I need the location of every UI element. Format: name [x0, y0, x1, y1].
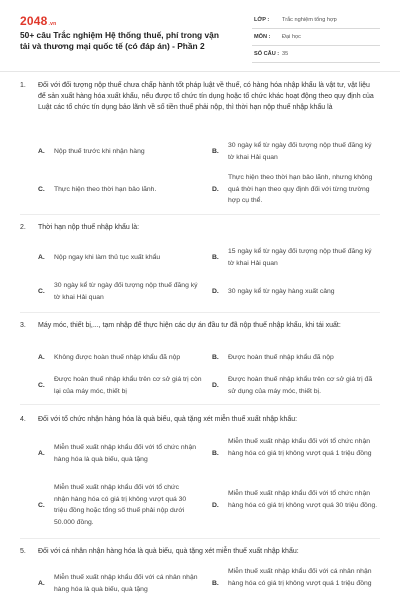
meta-class-row [252, 12, 380, 29]
option-letter: D. [212, 382, 219, 389]
option-letter: B. [212, 354, 219, 361]
option-letter: D. [212, 502, 219, 509]
meta-count-label: SỐ CÂU : [254, 51, 280, 57]
option-letter: C. [38, 502, 45, 509]
option-text: Được hoàn thuế nhập khẩu trên cơ sở giá trị còn lại của máy móc, thiết bị [54, 376, 202, 395]
header-divider [0, 71, 400, 72]
question-number: 3. [20, 322, 26, 329]
option-letter: A. [38, 580, 45, 587]
option-letter: C. [38, 186, 45, 193]
option-text: 15 ngày kể từ ngày đối tượng nộp thuế đăng ký tờ khai Hải quan [228, 248, 372, 267]
option-text: 30 ngày kể từ ngày hàng xuất cảng [228, 288, 335, 295]
option-text: 30 ngày kể từ ngày đối tượng nộp thuế đăng ký tờ khai Hải quan [228, 142, 372, 161]
option-text: Miễn thuế xuất nhập khẩu đối với tổ chức nhận hàng hóa có giá trị không vượt quá 1 triệu đồng [228, 438, 372, 457]
question-text: Đối với tổ chức nhận hàng hóa là quà biếu, quà tặng xét miễn thuế xuất nhập khẩu: [38, 416, 298, 423]
option-letter: B. [212, 580, 219, 587]
meta-class-label: LỚP : [254, 17, 270, 23]
meta-subject-row [252, 29, 380, 46]
option-letter: B. [212, 254, 219, 261]
question-text: Đối với đối tượng nộp thuế chưa chấp hành tốt pháp luật về thuế, có hàng hóa nhập khẩu là vật tư, vật liệu để sản xuất hàng hóa xuất khẩu, nếu được tổ chức tín dụng hoặc tổ chức khác hoạt động theo quy định của Luật các tổ chức tín dụng bảo lãnh về số tiền thuế phải nộp, thì thời hạn nộp thuế nhập khẩu là [38, 82, 374, 112]
question-divider [20, 312, 380, 313]
question-divider [20, 538, 380, 539]
option-letter: D. [212, 186, 219, 193]
option-text: Miễn thuế xuất nhập khẩu đối với cá nhân nhận hàng hóa là quà biếu, quà tặng [54, 574, 198, 593]
option-text: Được hoàn thuế nhập khẩu đã nộp [228, 354, 334, 361]
option-text: Miễn thuế xuất nhập khẩu đối với cá nhân nhận hàng hóa có giá trị không vượt quá 1 triệu đồng [228, 568, 372, 587]
question-number: 1. [20, 82, 26, 89]
site-logo[interactable] [20, 14, 56, 28]
meta-count-row [252, 46, 380, 63]
question-divider [20, 214, 380, 215]
option-text: 30 ngày kể từ ngày đối tượng nộp thuế đăng ký tờ khai Hải quan [54, 282, 198, 301]
option-letter: A. [38, 354, 45, 361]
option-letter: C. [38, 288, 45, 295]
option-letter: A. [38, 148, 45, 155]
option-letter: A. [38, 450, 45, 457]
worksheet-header [0, 0, 400, 72]
option-letter: D. [212, 288, 219, 295]
logo-suffix: .vn [48, 21, 57, 27]
option-text: Nộp ngay khi làm thủ tục xuất khẩu [54, 254, 161, 261]
meta-subject-value: Đại học [282, 34, 301, 40]
question-number: 4. [20, 416, 26, 423]
question-number: 2. [20, 224, 26, 231]
option-text: Thực hiện theo thời hạn bảo lãnh. [54, 186, 157, 193]
option-letter: B. [212, 148, 219, 155]
question-text: Thời hạn nộp thuế nhập khẩu là: [38, 224, 140, 231]
option-text: Miễn thuế xuất nhập khẩu đối với tổ chức nhận hàng hóa có giá trị không vượt quá 30 triệu đồng hoặc tổng số thuế phải nộp dưới 50.000 đồng. [54, 484, 187, 526]
meta-subject-label: MÔN : [254, 34, 271, 40]
question-number: 5. [20, 548, 26, 555]
meta-count-value: 35 [282, 51, 289, 57]
meta-class-value: Trắc nghiệm tổng hợp [282, 17, 337, 23]
option-text: Miễn thuế xuất nhập khẩu đối với tổ chức nhận hàng hóa là quà biếu, quà tặng [54, 444, 197, 463]
option-text: Thực hiện theo thời hạn bảo lãnh, nhưng không quá thời hạn theo quy định đối với từng trường hợp cụ thể. [228, 174, 373, 204]
option-text: Không được hoàn thuế nhập khẩu đã nộp [54, 354, 181, 361]
question-text: Đối với cá nhân nhận hàng hóa là quà biếu, quà tặng xét miễn thuế xuất nhập khẩu: [38, 548, 299, 555]
worksheet-meta [252, 12, 380, 63]
question-text: Máy móc, thiết bị,..., tạm nhập để thực hiện các dự án đầu tư đã nộp thuế nhập khẩu, khi tái xuất: [38, 322, 341, 329]
option-letter: B. [212, 450, 219, 457]
option-text: Miễn thuế xuất nhập khẩu đối với tổ chức nhận hàng hóa có giá trị không vượt quá 30 triệu đồng. [228, 490, 378, 509]
question-divider [20, 404, 380, 405]
logo-text: 2048 [20, 14, 48, 28]
option-text: Được hoàn thuế nhập khẩu trên cơ sở giá trị đã sử dụng của máy móc, thiết bị. [228, 376, 373, 395]
worksheet-title: 50+ câu Trắc nghiệm Hệ thống thuế, phí trong vận tải và thương mại quốc tế (có đáp án) - Phần 2 [20, 30, 219, 51]
option-text: Nộp thuế trước khi nhận hàng [54, 148, 145, 155]
option-letter: C. [38, 382, 45, 389]
option-letter: A. [38, 254, 45, 261]
